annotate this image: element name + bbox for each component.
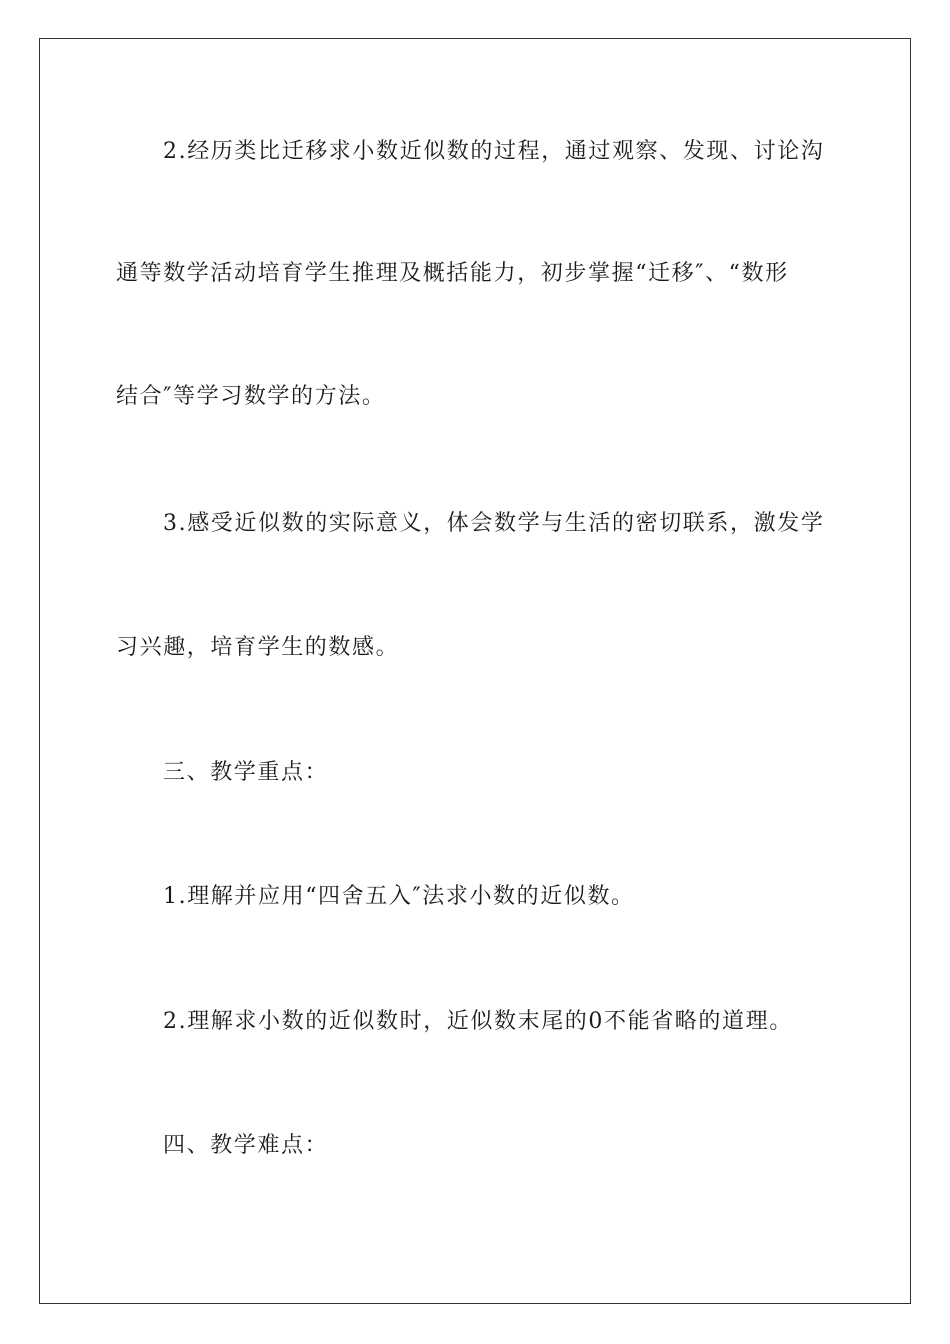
objective-2-line-1: 2.经历类比迁移求小数近似数的过程，通过观察、发现、讨论沟 [163,139,825,164]
objective-2-line-3: 结合″等学习数学的方法。 [116,384,386,409]
section-heading-key-points: 三、教学重点： [163,760,329,785]
section-heading-difficulties: 四、教学难点： [163,1133,329,1158]
objective-3-line-2: 习兴趣，培育学生的数感。 [116,635,400,660]
objective-3-line-1: 3.感受近似数的实际意义，体会数学与生活的密切联系，激发学 [163,511,825,536]
key-point-2: 2.理解求小数的近似数时，近似数末尾的0不能省略的道理。 [163,1009,793,1034]
key-point-1: 1.理解并应用“四舍五入″法求小数的近似数。 [163,884,635,909]
page-border [39,38,911,1304]
objective-2-line-2: 通等数学活动培育学生推理及概括能力，初步掌握“迁移″、“数形 [116,261,789,286]
